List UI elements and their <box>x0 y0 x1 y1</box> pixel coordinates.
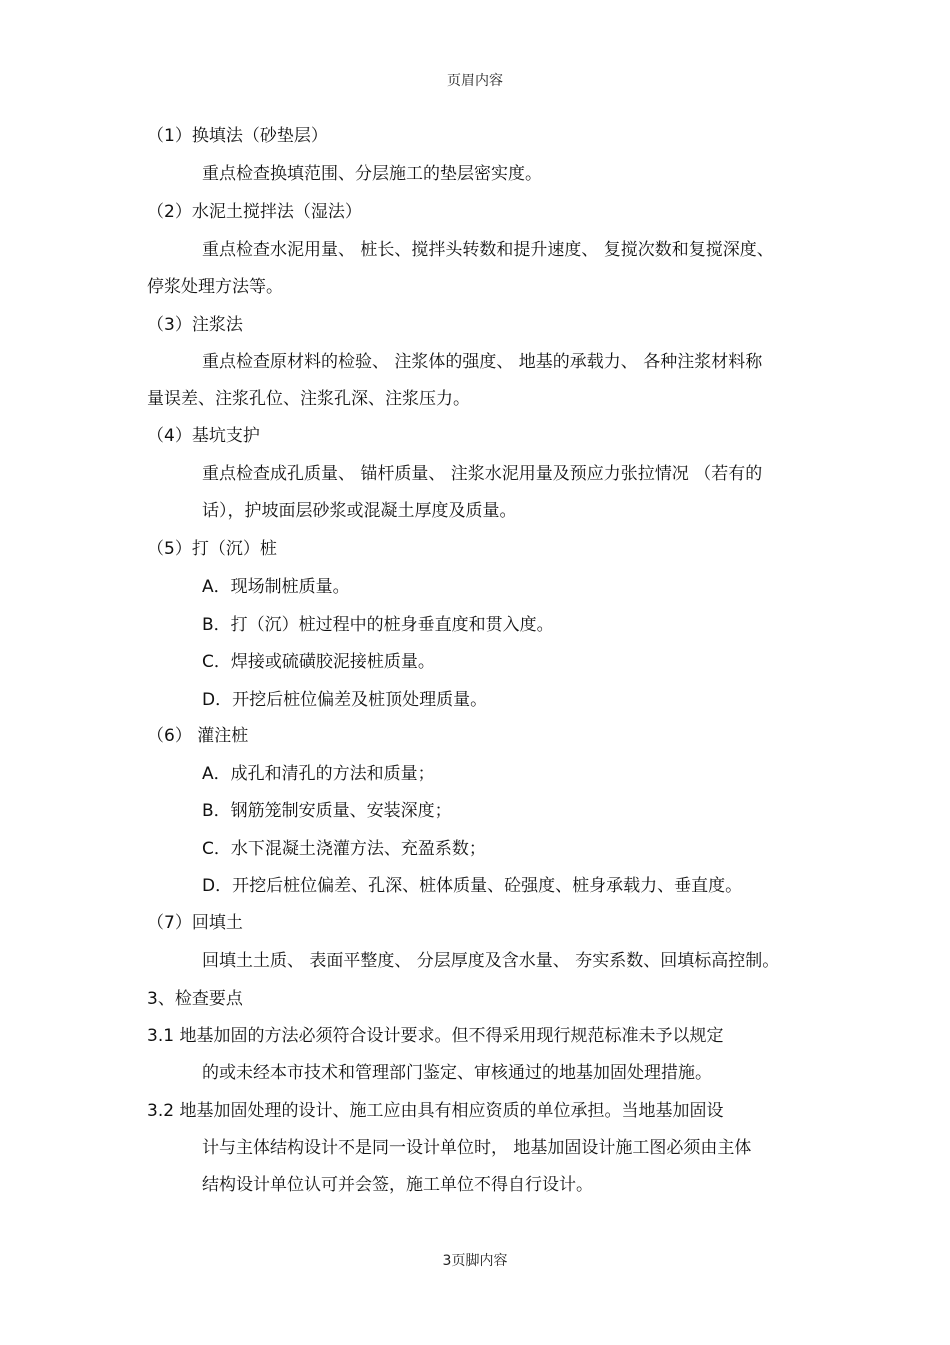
section-5-item-c: C．焊接或硫磺胶泥接桩质量。 <box>202 652 435 672</box>
section-1-text: 重点检查换填范围、分层施工的垫层密实度。 <box>202 164 542 184</box>
section-5-item-a: A．现场制桩质量。 <box>202 577 350 597</box>
point-3-2-line-1: 3.2 地基加固处理的设计、施工应由具有相应资质的单位承担。当地基加固设 <box>147 1101 724 1121</box>
section-2-text-line-1: 重点检查水泥用量、 桩长、搅拌头转数和提升速度、 复搅次数和复搅深度、 <box>202 240 774 260</box>
section-6-item-b: B．钢筋笼制安质量、安装深度； <box>202 801 452 821</box>
section-5-item-b: B．打（沉）桩过程中的桩身垂直度和贯入度。 <box>202 615 554 635</box>
section-1-heading: （1）换填法（砂垫层） <box>147 126 328 146</box>
section-3-text-line-2: 量误差、注浆孔位、注浆孔深、注浆压力。 <box>147 389 470 409</box>
section-3-text-line-1: 重点检查原材料的检验、 注浆体的强度、 地基的承载力、 各种注浆材料称 <box>202 352 763 372</box>
section-5-heading: （5）打（沉）桩 <box>147 539 277 559</box>
section-7-text: 回填土土质、 表面平整度、 分层厚度及含水量、 夯实系数、回填标高控制。 <box>202 951 780 971</box>
section-7-heading: （7）回填土 <box>147 913 243 933</box>
point-3-2-line-2: 计与主体结构设计不是同一设计单位时， 地基加固设计施工图必须由主体 <box>202 1138 752 1158</box>
section-2-text-line-2: 停浆处理方法等。 <box>147 277 283 297</box>
section-2-heading: （2）水泥土搅拌法（湿法） <box>147 202 362 222</box>
point-3-1-line-2: 的或未经本市技术和管理部门鉴定、审核通过的地基加固处理措施。 <box>202 1063 712 1083</box>
inspection-points-heading: 3、检查要点 <box>147 989 243 1009</box>
section-6-item-a: A．成孔和清孔的方法和质量； <box>202 764 435 784</box>
section-6-item-c: C．水下混凝土浇灌方法、充盈系数； <box>202 839 486 859</box>
page-footer: 3页脚内容 <box>442 1253 508 1269</box>
point-3-1-line-1: 3.1 地基加固的方法必须符合设计要求。但不得采用现行规范标准未予以规定 <box>147 1026 724 1046</box>
page-header: 页眉内容 <box>447 73 503 89</box>
section-6-item-d: D．开挖后桩位偏差、孔深、桩体质量、砼强度、桩身承载力、垂直度。 <box>202 876 743 896</box>
section-4-heading: （4）基坑支护 <box>147 426 260 446</box>
section-3-heading: （3）注浆法 <box>147 315 243 335</box>
section-5-item-d: D．开挖后桩位偏差及桩顶处理质量。 <box>202 690 488 710</box>
point-3-2-line-3: 结构设计单位认可并会签，施工单位不得自行设计。 <box>202 1175 593 1195</box>
section-6-heading: （6） 灌注桩 <box>147 726 249 746</box>
section-4-text-line-2: 话），护坡面层砂浆或混凝土厚度及质量。 <box>202 501 517 521</box>
section-4-text-line-1: 重点检查成孔质量、 锚杆质量、 注浆水泥用量及预应力张拉情况 （若有的 <box>202 464 763 484</box>
